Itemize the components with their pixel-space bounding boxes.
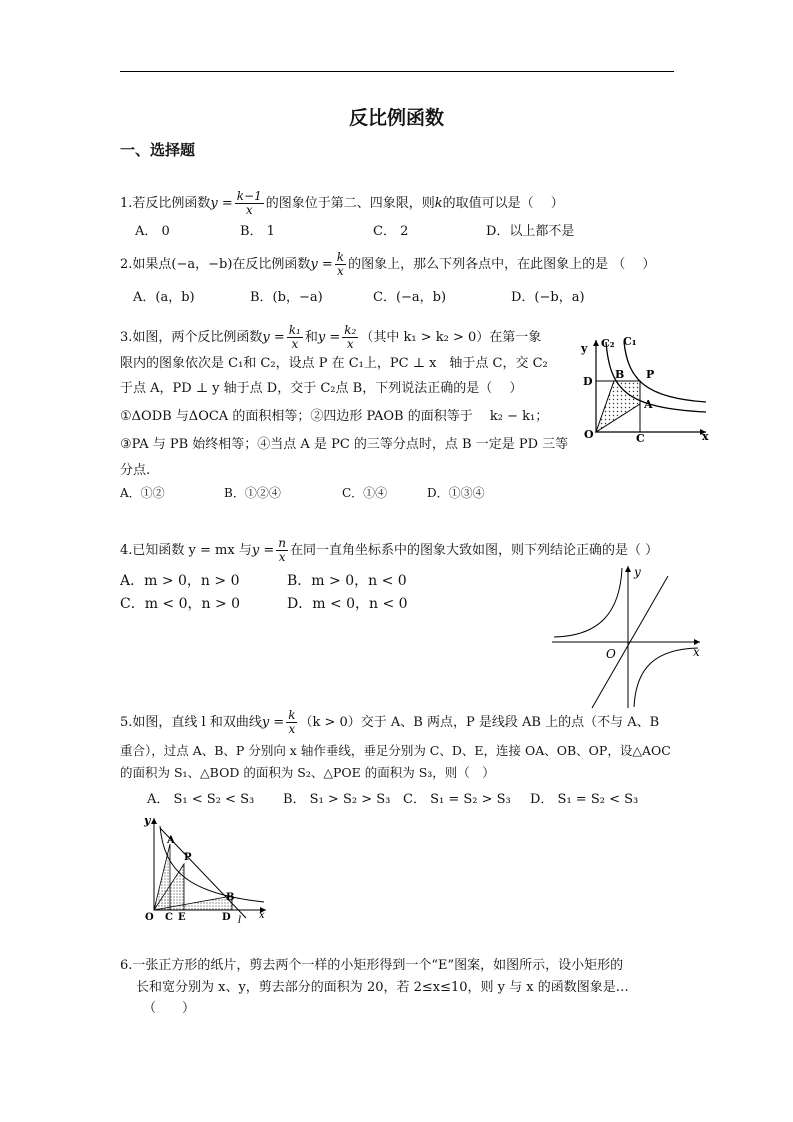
q1-lhs: y = [210,196,233,211]
q3-line-3: 于点 A，PD ⊥ y 轴于点 D，交于 C₂点 B，下列说法正确的是（ ） [120,381,523,396]
q4-option-a[interactable]: A．m > 0，n > 0 [120,573,240,589]
q3-den1: x [291,337,299,351]
q5-y-arrow-icon [151,818,157,824]
q3-fraction-1 [287,324,303,351]
q6-line-1: 6.一张正方形的纸片，剪去两个一样的小矩形得到一个“E”图案，如图所示，设小矩形的 [120,958,624,973]
q5-option-b[interactable]: B． S₁ > S₂ > S₃ [283,792,391,807]
q3-label-b: B [615,368,625,381]
question-5 [120,709,659,736]
q1-fraction [235,190,264,217]
q3-shaded-quad [596,381,640,432]
q4-hyperbola-upper [554,568,622,637]
q4-label-o: O [606,647,616,661]
q3-lhs2: y = [317,330,341,345]
q1-den: x [245,203,253,217]
q4-label-y: y [634,565,641,579]
q5-lhs: y = [261,715,285,730]
q1-post2: 的取值可以是（ ） [442,196,564,211]
q3-l1a: 3.如图，两个反比例函数 [120,330,263,345]
q5-label-o: O [145,912,154,923]
q3-label-c: C [636,432,645,445]
q4-y-arrow-icon [625,566,631,572]
q1-pre: 1.若反比例函数 [120,196,211,211]
q3-label-x: x [702,430,709,443]
q3-line-4: ①ΔODB 与ΔOCA 的面积相等；②四边形 PAOB 的面积等于 k₂ − k₁； [120,409,549,424]
q3-label-o: O [584,428,594,441]
q6-line-2: 长和宽分别为 x、y，剪去部分的面积为 20，若 2≤x≤10，则 y 与 x 的函数图象是… [136,980,629,995]
q1-option-b[interactable]: B． 1 [240,224,275,239]
q2-option-d[interactable]: D．(−b，a) [511,290,585,305]
q5-figure [140,812,275,924]
q3-num1: k₁ [288,323,301,337]
question-3-line-1 [120,324,541,351]
q2-option-b[interactable]: B．(b，−a) [250,290,323,305]
q3-label-a: A [644,398,653,411]
q4-label-x: x [693,645,700,659]
q5-label-a: A [167,835,175,846]
q5-option-c[interactable]: C． S₁ = S₂ > S₃ [403,792,511,807]
q2-num: k [336,250,345,264]
q4-option-c[interactable]: C．m < 0，n > 0 [120,596,241,612]
q3-fraction-2 [342,324,358,351]
page-title: 反比例函数 [348,107,444,129]
q3-l1b: （其中 k₁ > k₂ > 0）在第一象 [360,330,542,345]
q5-line-2: 重合），过点 A、B、P 分别向 x 轴作垂线，垂足分别为 C、D、E，连接 OA、OB、OP，设△AOC [120,743,671,758]
q3-den2: x [346,337,354,351]
q2-post: 的图象上，那么下列各点中，在此图象上的是 （ ） [348,257,656,272]
q5-label-b: B [226,892,235,903]
q4-fraction [276,537,288,564]
q3-label-p: P [646,368,655,381]
q6-line-3: （ ） [143,1001,196,1016]
q1-num: k−1 [236,189,262,203]
q3-figure [576,330,716,445]
q3-option-c[interactable]: C．①④ [342,486,388,500]
q4-option-b[interactable]: B．m > 0，n < 0 [287,573,407,589]
q5-num: k [288,708,296,722]
q5-option-a[interactable]: A． S₁ < S₂ < S₃ [147,792,255,807]
q5-label-e: E [178,912,186,923]
q5-post: （k > 0）交于 A、B 两点，P 是线段 AB 上的点（不与 A、B [299,715,660,730]
q4-option-d[interactable]: D．m < 0，n < 0 [287,596,408,612]
q1-k: k [434,196,443,211]
q2-lhs: y = [310,257,333,272]
q1-option-d[interactable]: D．以上都不是 [486,224,575,239]
q3-line-5: ③PA 与 PB 始终相等；④当点 A 是 PC 的三等分点时，点 B 一定是 PD 三等 [120,437,569,452]
q4-hyperbola-lower [634,648,698,707]
q3-label-d: D [583,375,593,388]
q3-label-c1: C₁ [623,335,637,348]
q5-label-l: l [238,915,242,924]
q5-line-3: 的面积为 S₁、△BOD 的面积为 S₂、△POE 的面积为 S₃，则（ ） [120,765,495,780]
q4-lhs: y = [251,543,275,558]
q5-label-d: D [222,912,231,923]
q5-option-d[interactable]: D． S₁ = S₂ < S₃ [530,792,639,807]
section-heading: 一、选择题 [120,141,196,159]
q4-post: 在同一直角坐标系中的图象大致如图，则下列结论正确的是（ ） [289,543,659,558]
q5-label-y: y [144,814,151,827]
question-1 [120,190,564,217]
q3-line-2: 限内的图象依次是 C₁和 C₂，设点 P 在 C₁上，PC ⊥ x 轴于点 C，交 C₂ [120,356,548,371]
q3-option-b[interactable]: B．①②④ [224,486,281,500]
q2-option-c[interactable]: C．(−a，b) [373,290,447,305]
q4-pre: 4.已知函数 y = mx 与 [120,543,252,558]
question-4 [120,537,658,564]
q3-line-6: 分点. [120,463,151,478]
q5-label-x: x [259,910,265,921]
q3-option-a[interactable]: A．①② [120,486,165,500]
q5-fraction [286,709,297,736]
q2-option-a[interactable]: A．(a，b) [133,290,195,305]
q3-option-d[interactable]: D．①③④ [427,486,485,500]
q3-and: 和 [304,330,318,345]
q3-y-arrow-icon [593,340,599,346]
q5-label-p: P [184,852,192,863]
q2-den: x [337,264,344,278]
q3-lhs1: y = [262,330,285,345]
q1-option-c[interactable]: C． 2 [373,224,409,239]
q2-pre: 2.如果点(−a，−b)在反比例函数 [120,257,311,272]
q5-den: x [288,722,296,736]
question-2 [120,251,655,278]
header-rule [120,71,674,72]
q3-num2: k₂ [344,323,357,337]
q4-num: n [278,536,286,550]
q1-option-a[interactable]: A． 0 [135,224,170,239]
q5-label-c: C [165,912,173,923]
q1-post: 的图象位于第二、四象限，则 [265,196,435,211]
q5-pre: 5.如图，直线 l 和双曲线 [120,715,262,730]
q2-fraction [335,251,346,278]
q4-figure [550,562,710,710]
q3-label-c2: C₂ [601,337,615,350]
q3-label-y: y [581,342,588,355]
q4-den: x [278,550,286,564]
